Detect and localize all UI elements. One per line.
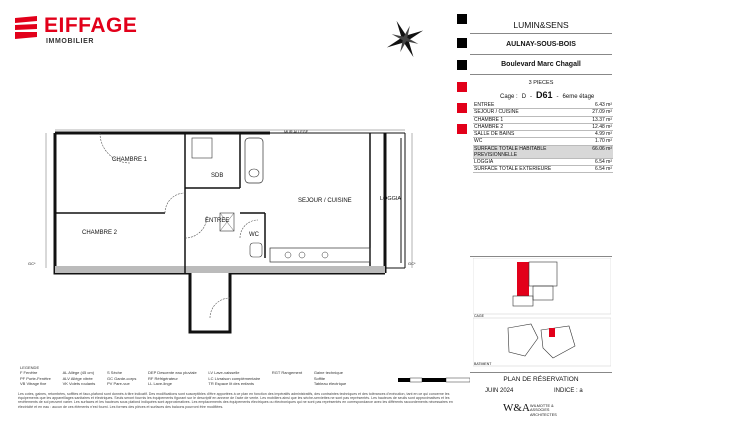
exterior-row: SURFACE TOTALE EXTERIEURE 6.54 m² <box>474 166 612 173</box>
mur-allege-label: MUR ALLEGE <box>284 130 309 134</box>
north-compass-icon <box>382 16 428 62</box>
plan-index: INDICE : a <box>554 388 583 394</box>
legend-title: LEGENDE <box>20 365 40 370</box>
surface-row: WC 1.70 m² <box>474 138 612 145</box>
mini-plan-label-top: CAGE <box>474 314 484 318</box>
room-label-loggia: LOGGIA <box>380 196 402 202</box>
legal-notes: Les cotes, gaines, retombées, soffites et faux-plafond sont donnés à titre indicatif. Des modifications sont susceptibles d'être apportées à ce plan en fonction des impératifs administratifs, des contraintes techniques et des tolérances d'exécution, tant en ce qui concerne les équipements que les appareillages sanitaires et électriques. Seuls seront fournis les équipements figurant sur le descriptif en annexe de l'acte de vente. Les mobiliers ainsi que les sèche-serviettes ne sont pas représentés. Les hauteurs de seuils sont approximatives et les revêtements de sol peuvent varier. Les surfaces et les hauteurs sous plafond indiquées sont approximatives. Les emplacements des équipements électriques ou électroniques qui ne sont pas représentés en correspondance avec les différents raccordements nécessaires en électricité et en eau : aucun de ces éléments n'est fourni. Les formes des pièces et surfaces des balcons pourront être modifiées. <box>18 392 453 409</box>
lot-number: D61 <box>536 90 553 100</box>
plan-title: PLAN DE RÉSERVATION <box>503 376 579 383</box>
cage-value: D <box>521 94 527 100</box>
marker-square-red <box>457 82 467 92</box>
rooms-count: 3 PIECES <box>528 80 554 86</box>
room-label-sejour: SEJOUR / CUISINE <box>298 198 352 204</box>
project-city: AULNAY-SOUS-BOIS <box>506 41 576 48</box>
total-surface-row: SURFACE TOTALE HABITABLE PREVISIONNELLE 66.06 m² <box>474 145 612 159</box>
location-mini-plan <box>473 258 611 368</box>
room-label-chambre2: CHAMBRE 2 <box>82 230 118 236</box>
lot-prefix: - <box>530 94 533 100</box>
surface-row: SEJOUR / CUISINE 27.09 m² <box>474 109 612 116</box>
marker-square <box>457 38 467 48</box>
room-label-chambre1: CHAMBRE 1 <box>112 157 148 163</box>
surface-row: CHAMBRE 1 13.37 m² <box>474 116 612 123</box>
brand-name: EIFFAGE <box>44 14 138 37</box>
lot-line <box>500 90 594 100</box>
room-label-wc: WC <box>249 232 259 238</box>
architect-logo: W&A <box>503 402 530 414</box>
project-street: Boulevard Marc Chagall <box>501 61 581 68</box>
architect-name: WILMOTTE & ASSOCIES ARCHITECTES <box>530 404 557 417</box>
gc-left-label: GC* <box>28 261 36 266</box>
marker-square-red <box>457 124 467 134</box>
eiffage-logo-icon <box>15 16 37 40</box>
room-label-entree: ENTREE <box>205 218 230 224</box>
surface-table <box>473 102 613 173</box>
floor-prefix: - <box>556 94 559 100</box>
plan-date: JUIN 2024 <box>485 388 514 394</box>
marker-square-red <box>457 103 467 113</box>
marker-square <box>457 14 467 24</box>
gc-right-label: GC* <box>408 261 416 266</box>
mini-plan-label-bottom: BATIMENT <box>474 362 492 366</box>
surface-row: ENTREE 6.43 m² <box>474 102 612 108</box>
floor-value: 6eme étage <box>562 94 595 100</box>
brand-sub: IMMOBILIER <box>46 38 94 45</box>
legend-grid: F Fenêtre AL Allège (45 cm) S Sèche DEP Descente eau pluviale LV Lave-vaisselle RGT Rangement Gaine technique PF Porte-Fenêtre ALV Allège vitrée GC Garde-corps RF Réfrigérateur LC Livraison complémentaire Soffite VB Vitrage fixe VK Volets roulants PV Pare-vue LL Lave-linge TR Espace lit des enfants Tableau électrique <box>20 370 347 386</box>
cage-label: Cage : <box>500 94 518 100</box>
room-label-sdb: SDB <box>211 173 224 179</box>
surface-row: SALLE DE BAINS 4.99 m² <box>474 131 612 138</box>
marker-square <box>457 60 467 70</box>
surface-row: CHAMBRE 2 12.48 m² <box>474 123 612 130</box>
project-name: LUMIN&SENS <box>513 20 569 30</box>
exterior-row: LOGGIA 6.54 m² <box>474 158 612 165</box>
scale-bar-icon <box>398 377 470 383</box>
